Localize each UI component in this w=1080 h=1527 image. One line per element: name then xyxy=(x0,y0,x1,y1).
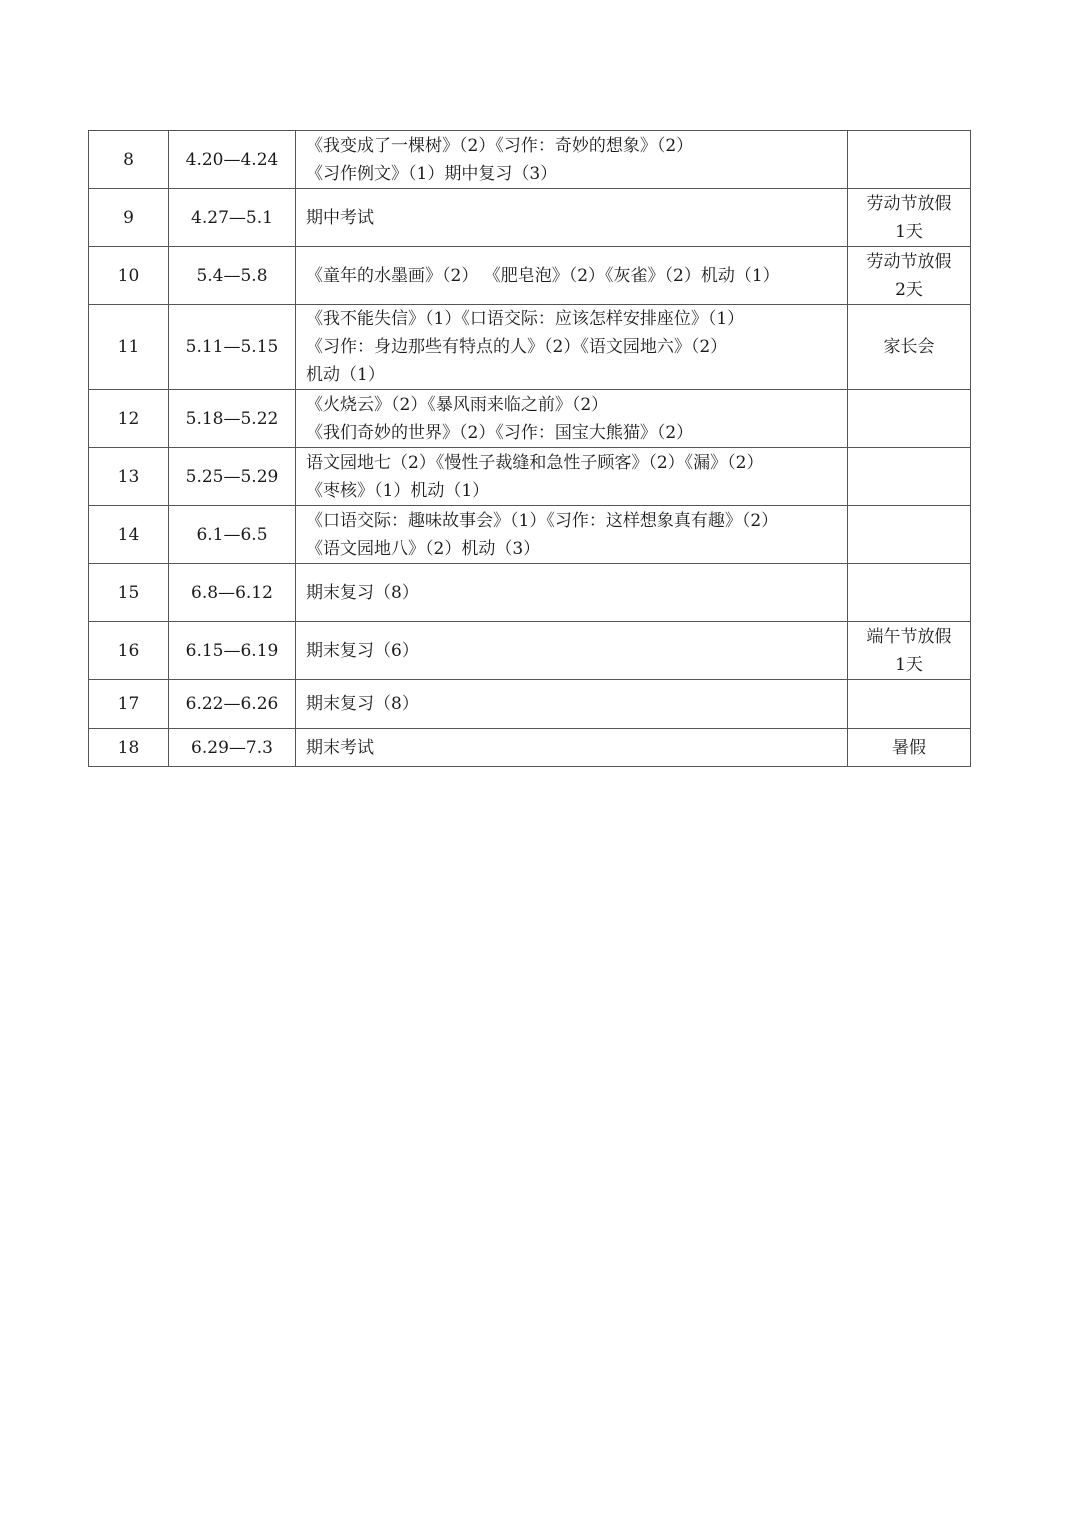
note-cell xyxy=(848,680,971,729)
note-cell xyxy=(848,622,971,680)
date-range-cell: 5.11—5.15 xyxy=(169,305,296,390)
lesson-content-cell xyxy=(296,305,848,390)
note-line: 端午节放假 xyxy=(866,626,952,647)
date-range-cell: 4.27—5.1 xyxy=(169,189,296,247)
table-row xyxy=(89,448,971,506)
lesson-content-line: 《枣核》（1）机动（1） xyxy=(306,480,490,501)
lesson-content-cell xyxy=(296,390,848,448)
note-cell xyxy=(848,390,971,448)
note-line: 家长会 xyxy=(883,337,935,357)
table-row xyxy=(89,131,971,189)
table-row xyxy=(89,189,971,247)
lesson-content-line: 《习作例文》（1）期中复习（3） xyxy=(306,163,558,184)
lesson-content-line: 《我们奇妙的世界》（2）《习作：国宝大熊猫》（2） xyxy=(306,422,694,443)
date-range-cell: 6.15—6.19 xyxy=(169,622,296,680)
note-cell xyxy=(848,189,971,247)
note-line: 2天 xyxy=(895,279,923,300)
week-number-cell: 15 xyxy=(89,564,169,622)
lesson-content-line: 期末复习（6） xyxy=(306,640,419,661)
note-cell xyxy=(848,729,971,767)
lesson-content-line: 期末复习（8） xyxy=(306,694,419,714)
table-row xyxy=(89,506,971,564)
table-row xyxy=(89,622,971,680)
lesson-content-cell xyxy=(296,189,848,247)
lesson-content-cell xyxy=(296,506,848,564)
lesson-content-line: 期中考试 xyxy=(306,207,374,228)
lesson-content-line: 《口语交际：趣味故事会》（1）《习作：这样想象真有趣》（2） xyxy=(306,510,779,531)
date-range-cell: 6.8—6.12 xyxy=(169,564,296,622)
table-row xyxy=(89,564,971,622)
lesson-content-line: 机动（1） xyxy=(306,365,385,385)
date-range-cell: 5.18—5.22 xyxy=(169,390,296,448)
week-number-cell: 8 xyxy=(89,131,169,189)
lesson-content-line: 语文园地七（2）《慢性子裁缝和急性子顾客》（2）《漏》（2） xyxy=(306,452,764,473)
teaching-schedule-table xyxy=(88,130,971,767)
week-number-cell: 10 xyxy=(89,247,169,305)
lesson-content-line: 《火烧云》（2）《暴风雨来临之前》（2） xyxy=(306,394,609,415)
date-range-cell: 6.22—6.26 xyxy=(169,680,296,729)
week-number-cell: 17 xyxy=(89,680,169,729)
lesson-content-cell xyxy=(296,564,848,622)
date-range-cell: 5.25—5.29 xyxy=(169,448,296,506)
note-line: 1天 xyxy=(895,654,923,675)
date-range-cell: 4.20—4.24 xyxy=(169,131,296,189)
lesson-content-line: 《语文园地八》（2）机动（3） xyxy=(306,538,541,559)
week-number-cell: 16 xyxy=(89,622,169,680)
week-number-cell: 13 xyxy=(89,448,169,506)
table-row xyxy=(89,729,971,767)
date-range-cell: 5.4—5.8 xyxy=(169,247,296,305)
week-number-cell: 18 xyxy=(89,729,169,767)
table-row xyxy=(89,680,971,729)
note-cell xyxy=(848,131,971,189)
lesson-content-line: 期末考试 xyxy=(306,737,374,758)
date-range-cell: 6.29—7.3 xyxy=(169,729,296,767)
note-cell xyxy=(848,247,971,305)
lesson-content-cell xyxy=(296,448,848,506)
lesson-content-line: 《我不能失信》（1）《口语交际：应该怎样安排座位》（1） xyxy=(306,309,745,329)
note-cell xyxy=(848,305,971,390)
note-cell xyxy=(848,506,971,564)
lesson-content-cell xyxy=(296,622,848,680)
note-line: 暑假 xyxy=(892,737,926,758)
note-cell xyxy=(848,448,971,506)
lesson-content-cell xyxy=(296,729,848,767)
lesson-content-line: 《童年的水墨画》（2） 《肥皂泡》（2）《灰雀》（2）机动（1） xyxy=(306,265,780,286)
note-line: 1天 xyxy=(895,221,923,242)
note-line: 劳动节放假 xyxy=(866,251,952,272)
week-number-cell: 14 xyxy=(89,506,169,564)
table-row xyxy=(89,305,971,390)
lesson-content-line: 《我变成了一棵树》（2）《习作：奇妙的想象》（2） xyxy=(306,135,694,156)
table-row xyxy=(89,390,971,448)
week-number-cell: 12 xyxy=(89,390,169,448)
lesson-content-line: 期末复习（8） xyxy=(306,582,419,603)
lesson-content-cell xyxy=(296,131,848,189)
lesson-content-line: 《习作：身边那些有特点的人》（2）《语文园地六》（2） xyxy=(306,337,728,357)
schedule-body xyxy=(89,131,971,767)
lesson-content-cell xyxy=(296,247,848,305)
note-line: 劳动节放假 xyxy=(866,193,952,214)
table-row xyxy=(89,247,971,305)
date-range-cell: 6.1—6.5 xyxy=(169,506,296,564)
week-number-cell: 9 xyxy=(89,189,169,247)
week-number-cell: 11 xyxy=(89,305,169,390)
lesson-content-cell xyxy=(296,680,848,729)
note-cell xyxy=(848,564,971,622)
